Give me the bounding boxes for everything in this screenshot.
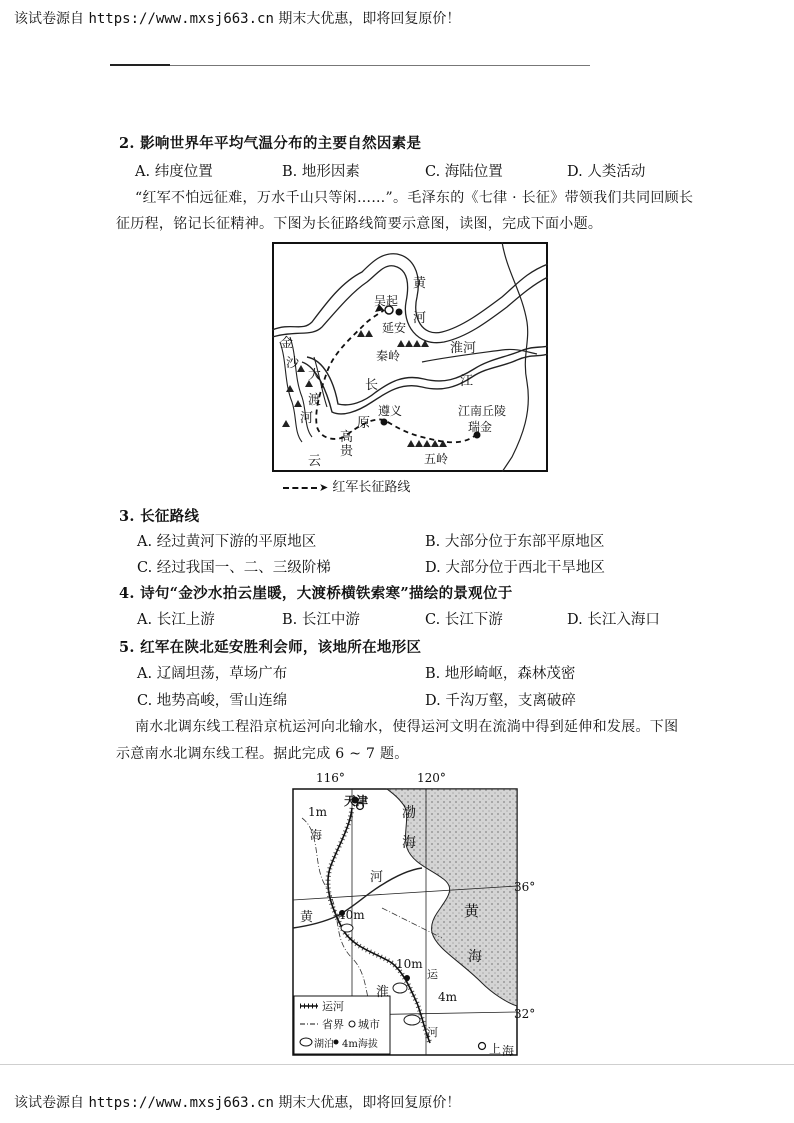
question-4-stem: 4. 诗句“金沙水拍云崖暖，大渡桥横铁索寒”描绘的景观位于 [119, 585, 513, 602]
map2-label-bo: 渤 [402, 805, 416, 821]
map1-label-jin: 金 [280, 336, 294, 351]
header-rule-light [170, 65, 590, 66]
banner-prefix-bottom: 该试卷源自 [14, 1095, 84, 1111]
intro-2-line-1: 南水北调东线工程沿京杭运河向北输水，使得运河文明在流淌中得到延伸和发展。下图 [135, 719, 679, 735]
map1-label-sha: 沙 [286, 356, 300, 371]
intro-1-line-2: 征历程，铭记长征精神。下图为长征路线简要示意图，读图，完成下面小题。 [116, 216, 603, 232]
source-banner-bottom [14, 1092, 460, 1112]
map2-label-yellow-sea-1: 黄 [464, 902, 480, 920]
banner-suffix-bottom: 期末大优惠，即将回复原价！ [278, 1095, 461, 1111]
map2-legend-canal: 运河 [322, 1000, 344, 1013]
map1-label-gao: 高 [340, 430, 354, 445]
q3-option-d[interactable]: D. 大部分位于西北干旱地区 [425, 560, 605, 576]
map2-label-he-left: 河 [370, 870, 384, 885]
q2-option-b[interactable]: B. 地形因素 [282, 164, 360, 180]
map1-label-jiang: 江 [460, 374, 474, 389]
map2-label-4m: 4m [438, 990, 458, 1004]
map1-label-ruijin: 瑞金 [468, 420, 493, 434]
map2-legend-lake: 湖泊 [314, 1039, 334, 1050]
map1-label-huang: 黄 [413, 276, 427, 291]
q4-option-a[interactable]: A. 长江上游 [137, 612, 215, 628]
map2-label-hai-left: 海 [310, 828, 323, 842]
q2-option-d[interactable]: D. 人类活动 [567, 164, 646, 180]
q5-option-b[interactable]: B. 地形崎岖，森林茂密 [425, 666, 576, 682]
map2-label-canal-he: 河 [427, 1026, 438, 1039]
map1-label-jiangnan: 江南丘陵 [458, 404, 507, 418]
map2-label-canal-yun: 运 [427, 968, 438, 981]
map2-label-huai: 淮 [376, 985, 390, 1000]
map1-label-qinling: 秦岭 [376, 349, 401, 363]
q3-option-b[interactable]: B. 大部分位于东部平原地区 [425, 534, 605, 550]
map2-label-hai: 海 [402, 835, 416, 851]
source-banner-top [14, 8, 460, 28]
footer-divider [0, 1064, 794, 1065]
long-march-map [272, 242, 548, 472]
intro-1-line-1: “红军不怕远征难，万水千山只等闲……”。毛泽东的《七律 · 长征》带领我们共同回顾长 [135, 190, 694, 206]
shanghai-marker [479, 1043, 486, 1050]
map1-label-da: 大 [308, 368, 322, 383]
map2-label-shanghai-shang: 上 [489, 1042, 502, 1056]
map1-label-yuan: 原 [357, 416, 371, 431]
elev-10m-marker [404, 975, 410, 981]
header-rule [110, 64, 170, 66]
map1-label-zunyi: 遵义 [378, 404, 403, 418]
map1-label-wuqi: 吴起 [374, 294, 399, 308]
q2-option-c[interactable]: C. 海陆位置 [425, 164, 503, 180]
map2-label-yellow-river: 黄 [300, 910, 314, 925]
map2-lon-120: 120° [417, 771, 446, 785]
map2-label-1m: 1m [308, 805, 328, 819]
banner-url-bottom[interactable]: https://www.mxsj663.cn [88, 1095, 274, 1111]
map2-label-40m: 40m [338, 908, 365, 922]
q5-option-c[interactable]: C. 地势高峻，雪山连绵 [137, 693, 288, 709]
zunyi-marker [381, 419, 388, 426]
map2-legend-elevation: 4m海拔 [342, 1039, 378, 1050]
south-north-water-map [292, 788, 518, 1056]
question-3-stem: 3. 长征路线 [119, 508, 200, 525]
q2-option-a[interactable]: A. 纬度位置 [135, 164, 213, 180]
map1-label-yanan: 延安 [382, 321, 407, 335]
q3-option-a[interactable]: A. 经过黄河下游的平原地区 [137, 534, 317, 550]
map1-label-gui: 贵 [340, 444, 354, 459]
map2-label-yellow-sea-2: 海 [468, 949, 482, 965]
banner-prefix: 该试卷源自 [14, 11, 84, 27]
map1-label-du: 渡 [308, 393, 322, 408]
question-2-stem: 2. 影响世界年平均气温分布的主要自然因素是 [119, 135, 422, 152]
q5-option-a[interactable]: A. 辽阔坦荡，草场广布 [137, 666, 288, 682]
map2-legend-border: 省界 [322, 1018, 344, 1031]
map2-label-tianjin: 天津 [344, 794, 369, 808]
map2-lat-32: 32° [514, 1007, 536, 1021]
map2-label-10m: 10m [396, 957, 423, 971]
map1-label-he2: 河 [300, 411, 314, 426]
map2-lon-116: 116° [316, 771, 345, 785]
q4-option-d[interactable]: D. 长江入海口 [567, 612, 660, 628]
map2-legend-city: 城市 [358, 1018, 380, 1031]
banner-url[interactable]: https://www.mxsj663.cn [88, 11, 274, 27]
intro-2-line-2: 示意南水北调东线工程。据此完成 6 ~ 7 题。 [116, 746, 409, 762]
yellow-river [272, 254, 548, 333]
question-5-stem: 5. 红军在陕北延安胜利会师，该地所在地形区 [119, 639, 422, 656]
map1-label-chang: 长 [365, 378, 379, 393]
map2-label-shanghai-hai: 海 [502, 1044, 515, 1058]
q5-option-d[interactable]: D. 千沟万壑，支离破碎 [425, 693, 576, 709]
banner-suffix: 期末大优惠，即将回复原价！ [278, 11, 461, 27]
map1-label-yun: 云 [308, 454, 322, 469]
q4-option-c[interactable]: C. 长江下游 [425, 612, 503, 628]
map2-lat-36: 36° [514, 880, 536, 894]
map1-label-huaihe: 淮河 [450, 341, 477, 356]
long-march-map-graphic [272, 242, 548, 472]
yanan-marker [396, 309, 403, 316]
q3-option-c[interactable]: C. 经过我国一、二、三级阶梯 [137, 560, 331, 576]
map1-label-he: 河 [413, 311, 427, 326]
map1-legend-label: 红军长征路线 [332, 480, 411, 495]
q4-option-b[interactable]: B. 长江中游 [282, 612, 360, 628]
map1-legend: ➤ 红军长征路线 [283, 476, 410, 495]
yangtze-river [302, 354, 548, 414]
map1-label-wuling: 五岭 [424, 452, 449, 466]
